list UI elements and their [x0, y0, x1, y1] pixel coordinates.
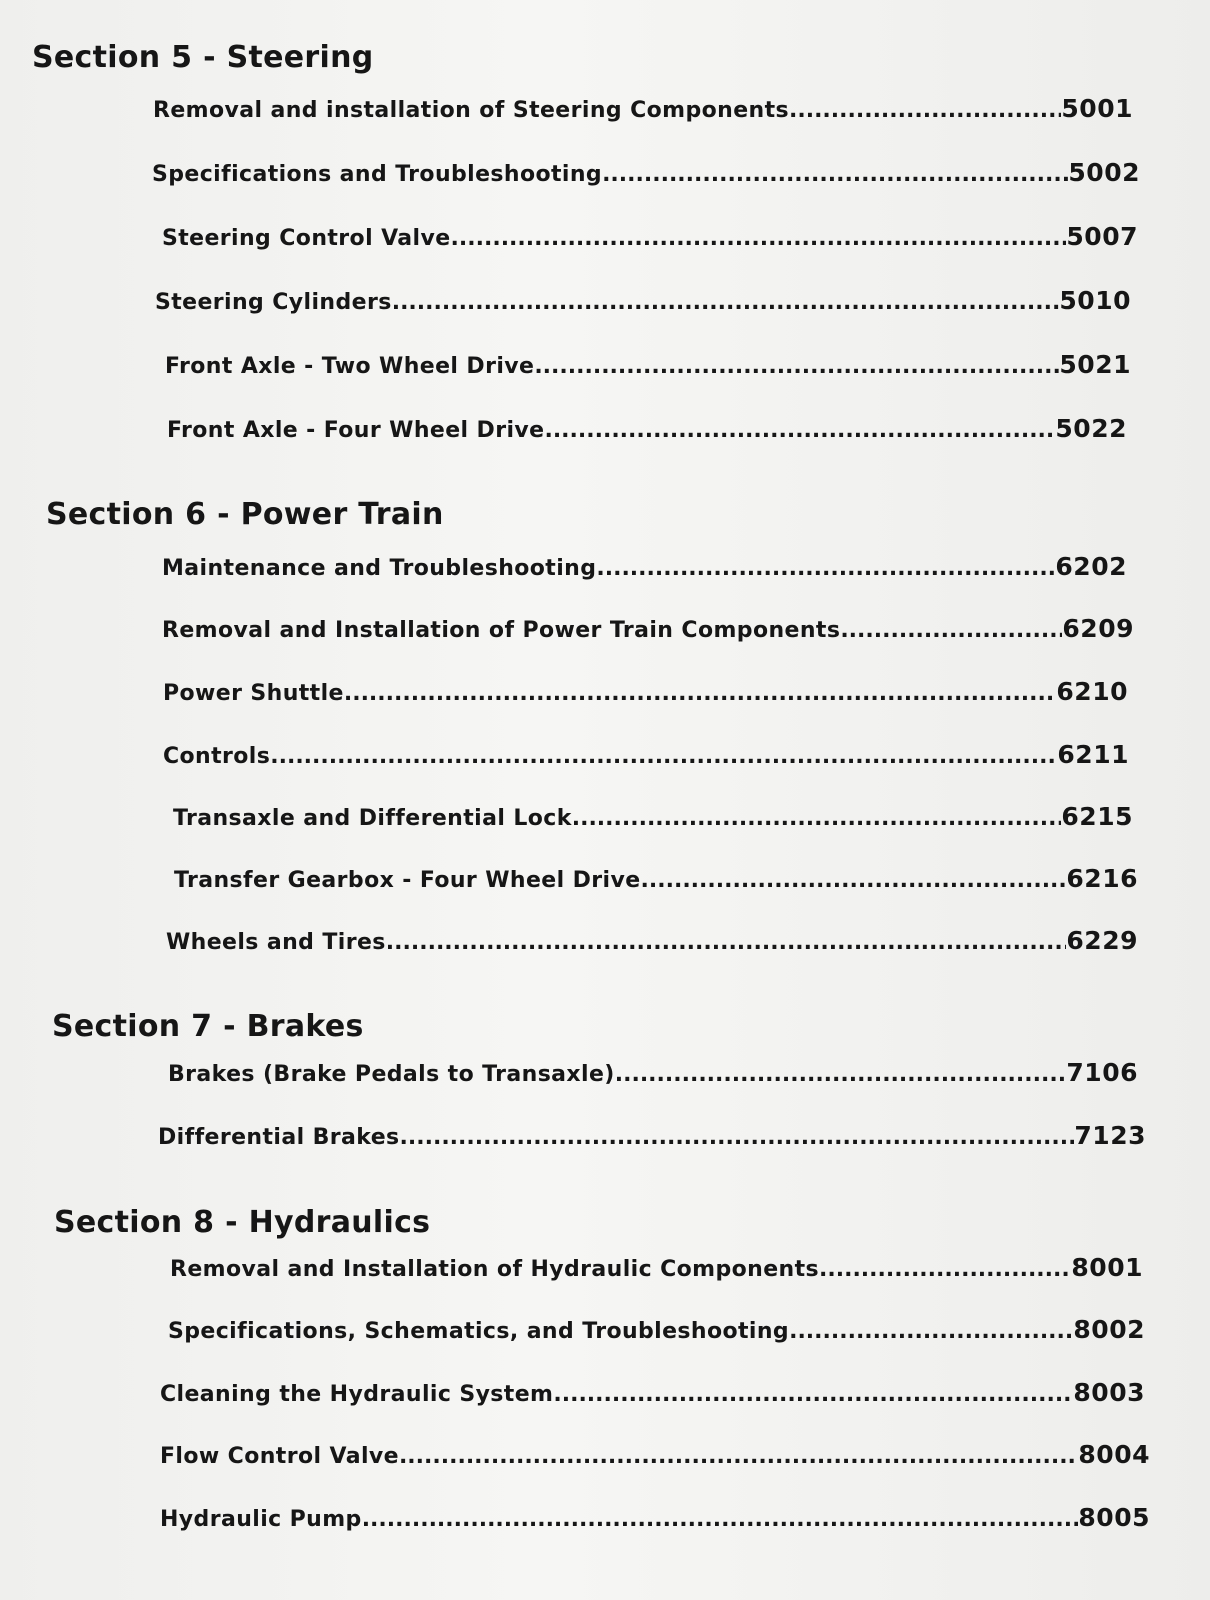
- toc-entry-label: Transaxle and Differential Lock: [173, 806, 572, 831]
- toc-entry-label: Removal and Installation of Power Train Components: [162, 618, 841, 643]
- toc-entry[interactable]: [160, 1440, 1150, 1469]
- toc-entry-label: Steering Cylinders: [155, 290, 392, 315]
- section-8-heading: Section 8 - Hydraulics: [54, 1205, 431, 1240]
- dot-leader: [392, 290, 1060, 315]
- toc-entry[interactable]: [167, 414, 1127, 443]
- toc-entry[interactable]: [163, 740, 1129, 769]
- toc-entry-page: 6215: [1061, 802, 1133, 831]
- toc-entry-label: Differential Brakes: [158, 1125, 400, 1150]
- toc-entry-label: Flow Control Valve: [160, 1444, 399, 1469]
- dot-leader: [534, 354, 1059, 379]
- toc-entry-page: 7123: [1074, 1121, 1146, 1150]
- toc-entry-page: 8003: [1073, 1378, 1145, 1407]
- toc-entry[interactable]: [168, 1058, 1138, 1087]
- dot-leader: [615, 1062, 1067, 1087]
- toc-entry-label: Specifications, Schematics, and Troubleshooting: [168, 1319, 790, 1344]
- dot-leader: [362, 1507, 1079, 1532]
- toc-entry-label: Cleaning the Hydraulic System: [160, 1382, 554, 1407]
- toc-entry[interactable]: [170, 1253, 1143, 1282]
- toc-entry[interactable]: [163, 677, 1128, 706]
- dot-leader: [553, 1382, 1073, 1407]
- toc-entry[interactable]: [162, 614, 1134, 643]
- toc-entry-label: Power Shuttle: [163, 681, 344, 706]
- dot-leader: [544, 418, 1055, 443]
- toc-entry-label: Removal and Installation of Hydraulic Components: [170, 1257, 820, 1282]
- dot-leader: [344, 681, 1057, 706]
- toc-entry-page: 6229: [1066, 926, 1138, 955]
- dot-leader: [819, 1257, 1071, 1282]
- toc-entry-label: Steering Control Valve: [162, 226, 451, 251]
- toc-entry[interactable]: [162, 552, 1127, 581]
- toc-entry-page: 8005: [1078, 1503, 1150, 1532]
- toc-entry[interactable]: [162, 222, 1138, 251]
- dot-leader: [399, 1444, 1078, 1469]
- dot-leader: [840, 618, 1062, 643]
- dot-leader: [400, 1125, 1075, 1150]
- toc-entry[interactable]: [166, 926, 1138, 955]
- toc-entry[interactable]: [168, 1315, 1145, 1344]
- toc-entry[interactable]: [153, 94, 1133, 123]
- section-6-heading: Section 6 - Power Train: [46, 497, 444, 532]
- dot-leader: [386, 930, 1067, 955]
- toc-entry[interactable]: [152, 158, 1140, 187]
- toc-entry-label: Wheels and Tires: [166, 930, 386, 955]
- dot-leader: [602, 162, 1068, 187]
- section-5-heading: Section 5 - Steering: [32, 40, 374, 75]
- toc-entry-label: Controls: [163, 744, 271, 769]
- toc-entry[interactable]: [160, 1503, 1150, 1532]
- toc-entry-page: 5002: [1068, 158, 1140, 187]
- section-7-heading: Section 7 - Brakes: [52, 1009, 364, 1044]
- toc-entry[interactable]: [158, 1121, 1146, 1150]
- toc-entry-page: 5021: [1059, 350, 1131, 379]
- toc-entry-page: 6210: [1056, 677, 1128, 706]
- toc-entry-page: 5010: [1059, 286, 1131, 315]
- toc-entry-page: 5001: [1061, 94, 1133, 123]
- toc-entry-page: 6216: [1066, 864, 1138, 893]
- toc-entry-page: 6202: [1055, 552, 1127, 581]
- toc-entry-label: Maintenance and Troubleshooting: [162, 556, 597, 581]
- toc-entry-label: Front Axle - Four Wheel Drive: [167, 418, 545, 443]
- toc-entry-label: Removal and installation of Steering Components: [153, 98, 789, 123]
- toc-entry-page: 6211: [1057, 740, 1129, 769]
- dot-leader: [641, 868, 1067, 893]
- toc-entry-page: 5022: [1055, 414, 1127, 443]
- toc-entry-label: Hydraulic Pump: [160, 1507, 362, 1532]
- dot-leader: [789, 1319, 1073, 1344]
- dot-leader: [789, 98, 1061, 123]
- toc-entry-page: 8002: [1073, 1315, 1145, 1344]
- toc-entry-page: 8001: [1071, 1253, 1143, 1282]
- toc-entry-label: Brakes (Brake Pedals to Transaxle): [168, 1062, 615, 1087]
- dot-leader: [451, 226, 1067, 251]
- toc-entry-label: Front Axle - Two Wheel Drive: [165, 354, 535, 379]
- toc-entry-page: 8004: [1078, 1440, 1150, 1469]
- dot-leader: [596, 556, 1055, 581]
- toc-entry-page: 6209: [1062, 614, 1134, 643]
- toc-entry[interactable]: [165, 350, 1131, 379]
- dot-leader: [270, 744, 1057, 769]
- toc-entry-label: Specifications and Troubleshooting: [152, 162, 603, 187]
- toc-entry[interactable]: [160, 1378, 1145, 1407]
- toc-entry-page: 7106: [1066, 1058, 1138, 1087]
- toc-entry-label: Transfer Gearbox - Four Wheel Drive: [174, 868, 641, 893]
- toc-entry[interactable]: [155, 286, 1131, 315]
- toc-entry[interactable]: [173, 802, 1133, 831]
- toc-entry[interactable]: [174, 864, 1138, 893]
- toc-entry-page: 5007: [1066, 222, 1138, 251]
- dot-leader: [572, 806, 1062, 831]
